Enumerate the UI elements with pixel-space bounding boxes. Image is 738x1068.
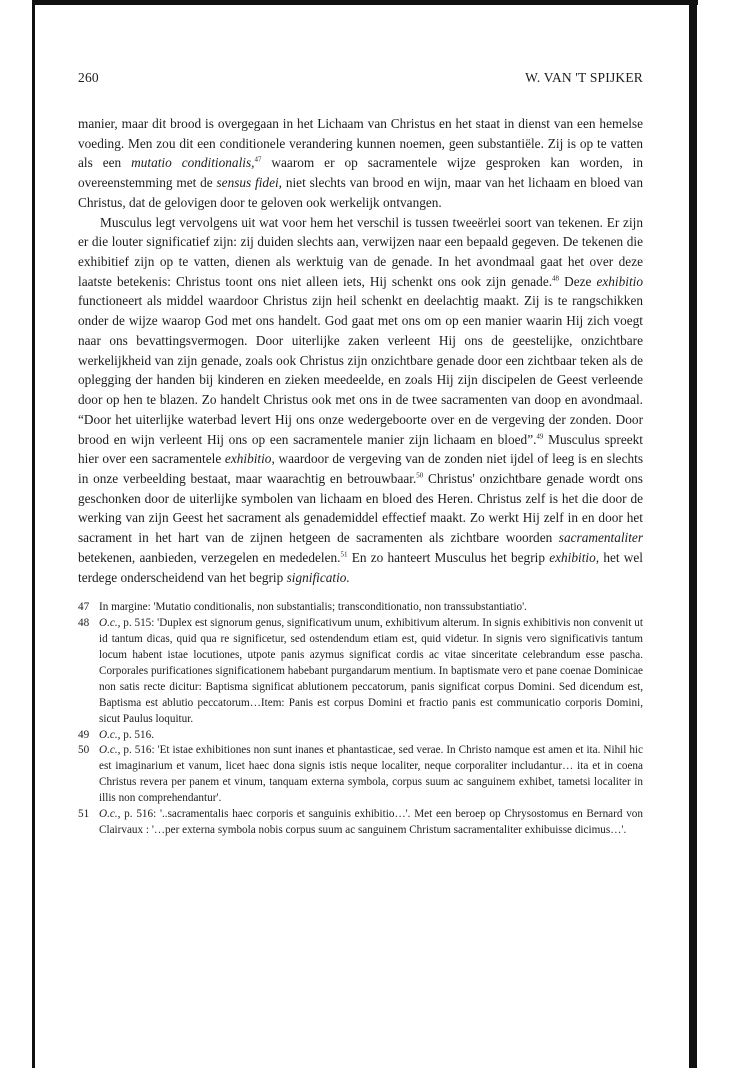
footnote-text — [99, 616, 643, 727]
footnotes — [78, 600, 643, 839]
page-header — [78, 70, 643, 88]
footnote-number: 50 — [78, 744, 90, 757]
emphasis: exhibitio, — [224, 451, 275, 467]
paragraph — [78, 114, 643, 213]
text-run: Deze — [559, 273, 597, 289]
scan-right-edge — [689, 0, 697, 1068]
page-number: 260 — [78, 70, 99, 85]
text-run: niet slechts van brood en wijn, maar van het lichaam en bloed van Christus, dat de gelovigen door te geloven ook werkelijk ontvangen. — [78, 175, 643, 210]
footnote-ref: 51 — [340, 550, 348, 559]
text-run: Musculus legt vervolgens uit wat voor hem het verschil is tussen tweeërlei soort van tekenen. Er zijn er die louter significatief zijn: zij duiden slechts aan, verwijzen naar een bepaald gegeven. De tekenen die exhibitief zijn op te vatten, dienen als werktuig van de genade. In het avondmaal gaat het over deze laatste betekenis: Christus toont ons niet alleen iets, Hij schenkt ons ook zijn genade. — [78, 214, 643, 289]
footnote-number: 47 — [78, 601, 90, 614]
text-run: Christus' onzichtbare genade wordt ons geschonken door de uiterlijke symbolen van lichaam en bloed des Heren. Christus zelf is het die door de werking van zijn Geest het sacrament als genademiddel effectief maakt. Zo werkt Hij zelf in en door het sacrament in het hart van de zijnen hetgeen de sacramenten als zichtbare woorden — [78, 470, 643, 546]
footnote — [78, 600, 643, 616]
footnote-ref: 47 — [254, 156, 262, 165]
text-run: waarom er op sacramentele wijze gesproken kan worden, in overeenstemming met de — [78, 155, 644, 191]
footnote-ref: 48 — [552, 274, 560, 283]
text-run: p. 515: 'Duplex est signorum genus, significativum unum, exhibitivum alterum. In signis exhibitivis non convenit ut id tantum dicas, quid qua re significetur, sed ostendendum etiam est, quid videtur. In signis vero significativis tantum locum habent istae locutiones, utpote panis azymus significat cordis ac vitae sinceritate celebrandum esse pascha. Corporales purificationes significationem habebant purgandarum mentium. In baptismate vero et pane coenae Dominicae non satis recte dicitur: Baptisma significat ablutionem peccatorum, panis significat corpus Domini. Sed dicendum est, Baptisma est ablutio peccatorum…Item: Panis est corpus Domini et fractio panis est communicatio corporis Domini, sicut Paulus loquitur. — [99, 617, 643, 725]
footnote-number: 49 — [78, 728, 90, 741]
body-text — [78, 114, 643, 587]
text-run: het wel terdege onderscheidend van het begrip — [78, 549, 644, 585]
text-run: manier, maar dit brood is overgegaan in het Lichaam van Christus en het staat in dienst van een hemelse voeding. Men zou dit een conditionele verandering kunnen noemen, geen substantiële. Zij is op te vatten als een — [78, 116, 643, 171]
footnote — [78, 743, 643, 807]
footnote-text: In margine: 'Mutatio conditionalis, non substantialis; transconditionatio, non transsubstantiatio'. — [99, 601, 527, 614]
footnote-text — [99, 807, 643, 839]
text-run: betekenen, aanbieden, verzegelen en mededelen. — [78, 549, 341, 565]
paragraph — [78, 213, 643, 588]
emphasis: O.c., — [99, 744, 121, 757]
text-run: waardoor de vergeving van de zonden niet ijdel of leeg is en slechts in onze verbeelding bestaat, maar waarachtig en betrouwbaar. — [78, 451, 643, 486]
text-run: p. 516. — [120, 728, 154, 741]
emphasis: exhibitio — [596, 273, 643, 289]
emphasis: exhibitio, — [549, 549, 600, 565]
text-run: functioneert als middel waardoor Christus zijn heil schenkt en deelachtig maakt. Zij is te rangschikken onder de wijze waarop God met ons handelt. God gaat met ons om op een manier waarin Hij zich voegt naar ons bevattingsvermogen. Door uiterlijke zaken verleent Hij ons de geestelijke, onzichtbare werkelijkheid van zijn genade, zoals ook Christus zijn onzichtbare genade door een zichtbaar teken als de oplegging der handen bij kinderen en zieken meedeelde, en zoals Hij zijn discipelen de Geest verleende door op hen te blazen. Zo handelt Christus ook met ons in de twee sacramenten van doop en avondmaal. “Door het uiterlijke waterbad levert Hij ons onze wedergeboorte over en de vergeving der zonden. Door brood en wijn verleent Hij ons op een sacramentele manier zijn lichaam en bloed”. — [78, 293, 643, 447]
scan-top-edge — [34, 0, 698, 5]
footnote — [78, 807, 643, 839]
footnote — [78, 728, 643, 744]
text-run: p. 516: 'Et istae exhibitiones non sunt inanes et phantasticae, sed verae. In Christo namque est amen et ita. Nihil hic est imaginarium et vanum, licet haec dona signis istis neque localiter, neque corporaliter includantur… ita et in coena Christus revera per panem et vinum, tanquam externa symbola, corpus suum ac sanguinem exhibet, tametsi localiter in illis non comprehendantur'. — [99, 744, 643, 805]
footnote-number: 48 — [78, 617, 90, 630]
text-run: Musculus spreekt hier over een sacramentele — [78, 431, 643, 467]
footnote-ref: 50 — [416, 471, 424, 480]
emphasis: sacramentaliter — [558, 530, 643, 546]
footnote-number: 51 — [78, 808, 90, 821]
text-run: En zo hanteert Musculus het begrip — [347, 549, 550, 565]
footnote-text — [99, 728, 643, 744]
text-run: p. 516: '..sacramentalis haec corporis et sanguinis exhibitio…'. Met een beroep op Chrysostomus en Bernard von Clairvaux : '…per externa symbola nobis corpus suum ac sanguinem Christum sacramentaliter exhibuisse dicimus…'. — [99, 808, 643, 836]
emphasis: O.c., — [99, 728, 121, 741]
emphasis: O.c., — [99, 808, 121, 821]
emphasis: mutatio conditionalis, — [131, 155, 255, 171]
emphasis: sensus fidei, — [216, 175, 283, 191]
book-page — [78, 70, 643, 839]
emphasis: O.c., — [99, 617, 121, 630]
scan-left-edge — [32, 0, 35, 1068]
running-head: W. VAN 'T SPIJKER — [525, 70, 643, 85]
emphasis: significatio. — [286, 569, 350, 585]
footnote-text — [99, 743, 643, 807]
footnote-ref: 49 — [536, 432, 544, 441]
footnote — [78, 616, 643, 727]
